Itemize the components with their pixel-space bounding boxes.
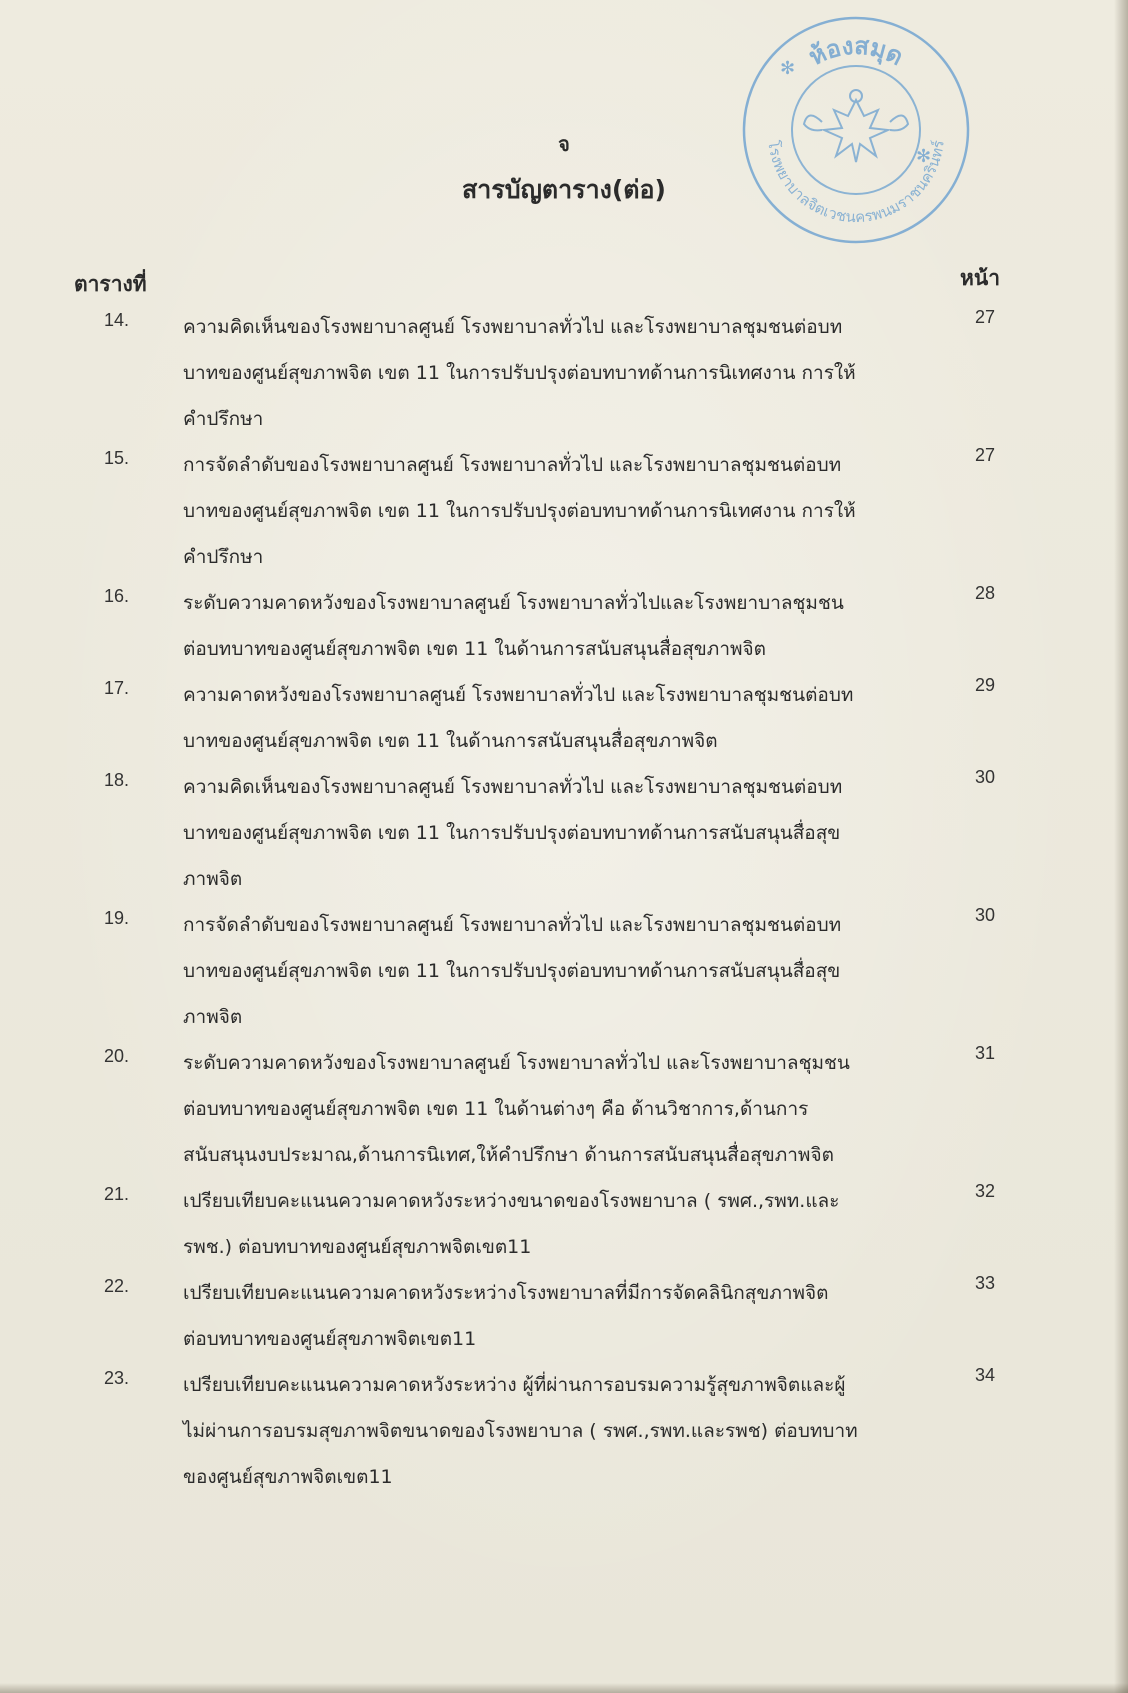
entry-number: 15. (104, 448, 130, 468)
entry-page-number: 29 (975, 675, 996, 695)
entry-title (183, 1362, 943, 1500)
entry-page-number: 32 (975, 1181, 996, 1201)
page-title: สารบัญตาราง(ต่อ) (462, 175, 666, 204)
entry-page-number: 30 (975, 767, 996, 787)
entry-title (183, 1178, 943, 1270)
entry-page-number: 30 (975, 905, 996, 925)
stamp-text-bottom: โรงพยาบาลจิตเวชนครพนมราชนครินทร์ (764, 139, 948, 227)
entry-title (183, 1270, 943, 1362)
entry-page-number: 28 (975, 583, 996, 603)
entry-number: 14. (104, 310, 130, 330)
entry-title (183, 1040, 943, 1178)
entry-title-line: คำปรึกษา (183, 408, 264, 430)
entry-title (183, 304, 943, 442)
entry-title-line: ความคิดเห็นของโรงพยาบาลศูนย์ โรงพยาบาลทั่วไป และโรงพยาบาลชุมชนต่อบท (183, 776, 843, 798)
entry-number: 23. (104, 1368, 130, 1388)
entry-title-line: บาทของศูนย์สุขภาพจิต เขต 11 ในด้านการสนับสนุนสื่อสุขภาพจิต (183, 730, 718, 752)
entry-page-number: 31 (975, 1043, 996, 1063)
entry-title-line: การจัดลำดับของโรงพยาบาลศูนย์ โรงพยาบาลทั่วไป และโรงพยาบาลชุมชนต่อบท (183, 914, 842, 936)
entry-title-line: ไม่ผ่านการอบรมสุขภาพจิตขนาดของโรงพยาบาล ( รพศ.,รพท.และรพช) ต่อบทบาท (183, 1420, 858, 1442)
entry-number: 16. (104, 586, 130, 606)
page-edge-shadow-bottom (0, 1683, 1128, 1693)
entry-title-line: ภาพจิต (183, 868, 243, 890)
table-of-tables-list (0, 304, 1128, 1504)
entry-title (183, 764, 943, 902)
entry-page-number: 27 (975, 445, 996, 465)
entry-title-line: ของศูนย์สุขภาพจิตเขต11 (183, 1466, 393, 1488)
entry-title-line: บาทของศูนย์สุขภาพจิต เขต 11 ในการปรับปรุงต่อบทบาทด้านการนิเทศงาน การให้ (183, 500, 856, 522)
entry-title-line: ระดับความคาดหวังของโรงพยาบาลศูนย์ โรงพยาบาลทั่วไป และโรงพยาบาลชุมชน (183, 1052, 850, 1074)
entry-title-line: เปรียบเทียบคะแนนความคาดหวังระหว่างขนาดของโรงพยาบาล ( รพศ.,รพท.และ (183, 1190, 840, 1212)
entry-title-line: เปรียบเทียบคะแนนความคาดหวังระหว่าง ผู้ที่ผ่านการอบรมความรู้สุขภาพจิตและผู้ (183, 1374, 846, 1396)
column-header-table-number: ตารางที่ (74, 272, 147, 296)
entry-title-line: ความคาดหวังของโรงพยาบาลศูนย์ โรงพยาบาลทั่วไป และโรงพยาบาลชุมชนต่อบท (183, 684, 854, 706)
page-number-letter: จ (558, 132, 570, 156)
entry-title-line: ต่อบทบาทของศูนย์สุขภาพจิต เขต 11 ในด้านการสนับสนุนสื่อสุขภาพจิต (183, 638, 766, 660)
stamp-text-top: ห้องสมุด (804, 31, 908, 72)
entry-title-line: คำปรึกษา (183, 546, 264, 568)
entry-title-line: ต่อบทบาทของศูนย์สุขภาพจิตเขต11 (183, 1328, 477, 1350)
entry-title-line: การจัดลำดับของโรงพยาบาลศูนย์ โรงพยาบาลทั่วไป และโรงพยาบาลชุมชนต่อบท (183, 454, 842, 476)
entry-title-line: ความคิดเห็นของโรงพยาบาลศูนย์ โรงพยาบาลทั่วไป และโรงพยาบาลชุมชนต่อบท (183, 316, 843, 338)
entry-title-line: บาทของศูนย์สุขภาพจิต เขต 11 ในการปรับปรุงต่อบทบาทด้านการสนับสนุนสื่อสุข (183, 822, 841, 844)
entry-title-line: ระดับความคาดหวังของโรงพยาบาลศูนย์ โรงพยาบาลทั่วไปและโรงพยาบาลชุมชน (183, 592, 844, 614)
entry-number: 22. (104, 1276, 130, 1296)
entry-title (183, 580, 943, 672)
entry-title-line: ภาพจิต (183, 1006, 243, 1028)
entry-page-number: 27 (975, 307, 996, 327)
entry-title-line: ต่อบทบาทของศูนย์สุขภาพจิต เขต 11 ในด้านต่างๆ คือ ด้านวิชาการ,ด้านการ (183, 1098, 809, 1120)
entry-number: 18. (104, 770, 130, 790)
entry-title (183, 902, 943, 1040)
entry-title-line: รพช.) ต่อบทบาทของศูนย์สุขภาพจิตเขต11 (183, 1236, 532, 1258)
entry-page-number: 34 (975, 1365, 996, 1385)
entry-number: 21. (104, 1184, 130, 1204)
entry-title (183, 442, 943, 580)
entry-title-line: บาทของศูนย์สุขภาพจิต เขต 11 ในการปรับปรุงต่อบทบาทด้านการสนับสนุนสื่อสุข (183, 960, 841, 982)
entry-number: 19. (104, 908, 130, 928)
entry-number: 20. (104, 1046, 130, 1066)
entry-page-number: 33 (975, 1273, 996, 1293)
entry-number: 17. (104, 678, 130, 698)
stamp-star-icon-right: ✻ (916, 146, 932, 167)
entry-title-line: สนับสนุนงบประมาณ,ด้านการนิเทศ,ให้คำปรึกษา ด้านการสนับสนุนสื่อสุขภาพจิต (183, 1144, 834, 1166)
stamp-star-icon-left: ✻ (780, 58, 796, 79)
entry-title (183, 672, 943, 764)
column-header-page: หน้า (960, 266, 1000, 290)
entry-title-line: เปรียบเทียบคะแนนความคาดหวังระหว่างโรงพยาบาลที่มีการจัดคลินิกสุขภาพจิต (183, 1282, 829, 1304)
entry-title-line: บาทของศูนย์สุขภาพจิต เขต 11 ในการปรับปรุงต่อบทบาทด้านการนิเทศงาน การให้ (183, 362, 856, 384)
